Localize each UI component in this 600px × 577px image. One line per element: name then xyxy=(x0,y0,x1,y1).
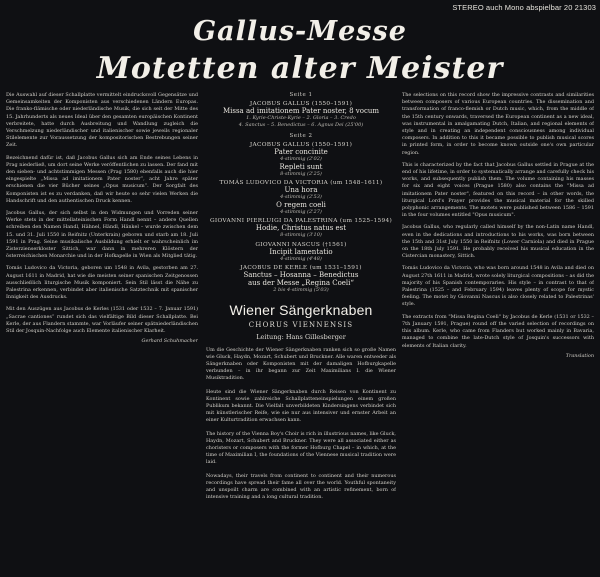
composer-kerle: JACOBUS DE KERLE (um 1531–1591) xyxy=(240,265,362,271)
german-paragraph: Bezeichnend dafür ist, daß Jacobus Gallus sich am Ende seines Lebens in Prag niederließ, um dort seine Werke veröffentlichen zu lassen. Der fand mit den sieben- und achtstimmigen Messen (Prag 1580) ebenfalls auch die hier eingespielte „Missa ad imitationem Pater noster“, acht Jahre später erschienen die vier Bücher seines „Opus musicum“. Der Sorgfalt des Komponisten ist es zu verdanken, daß wir heute so sehr vielen Werken die Handschrift und den authentischen Druck kennen. xyxy=(6,154,198,204)
voices-7: 2 bis 4-stimmig (5'03) xyxy=(273,287,329,293)
work-hodie: Hodie, Christus natus est xyxy=(255,224,347,232)
voices-2: 8-stimmig (2'25) xyxy=(280,170,322,177)
movements-1: 1. Kyrie-Christe-Kyrie – 2. Gloria – 3. Credo xyxy=(246,115,356,121)
choir-history-de: Um die Geschichte der Wiener Sängerknaben ranken sich so große Namen wie Gluck, Haydn, Mozart, Schubert und Bruckner. Alle waren entweder als Sängerknaben oder Komponisten mit der damaligen Hofburgkapelle verbunden – in ihr begann zur Zeit Maximilians I. die Wiener Musiktradition. xyxy=(206,346,396,382)
choir-today-en: Nowadays, their travels from continent to continent and their numerous recordings have spread their fame all over the world. Youthful spontaneity and unspoilt charm are combined with an artistic refinement, born of intensive training and a long cultural tradition. xyxy=(206,472,396,501)
work-missa: Missa ad imitationem Pater noster, 8 vocum xyxy=(222,107,380,115)
work-sanctus-source: aus der Messe „Regina Coeli“ xyxy=(248,279,354,287)
composer-victoria: TOMÁS LUDOVICO DA VICTORIA (um 1548–1611) xyxy=(219,180,383,186)
work-pater-concinite: Pater concinite xyxy=(274,148,328,156)
work-incipit: Incipit lamentatio xyxy=(269,247,333,256)
voices-1: 4-stimmig (2'02) xyxy=(280,156,322,162)
author-signature: Gerhard Schuhmacher xyxy=(141,338,198,345)
german-paragraph: Tomás Ludovico da Victoria, geboren um 1548 in Avila, gestorben am 27. August 1611 in Madrid, hat wie die meisten seiner spanischen Zeitgenossen ausschließlich liturgische Musik komponiert. Sein Stil lässt die Nähe zu Palestrina erkennen, verbindet aber italienische Satztechnik mit spanischer Innigkeit des Ausdrucks. xyxy=(6,265,198,301)
composer-gallus-2: JACOBUS GALLUS (1550–1591) xyxy=(249,142,353,148)
conductor: Leitung: Hans Gillesberger xyxy=(256,332,346,341)
stereo-label: STEREO auch Mono abspielbar 20 21303 xyxy=(452,3,596,12)
side-2-label: Seite 2 xyxy=(289,133,313,139)
choir-name: Wiener Sängerknaben xyxy=(229,301,373,318)
english-notes-column xyxy=(402,92,594,573)
german-paragraph: Die Auswahl auf dieser Schallplatte vermittelt eindrucksvoll Gegensätze und Gemeinsamkeiten der Komponisten aus verschiedenen Ländern Europas. Die franko-flämische oder niederländische Musik, die sich seit der Mitte des 15. Jahrhunderts als neues Ideal über den gesamten europäischen Kontinent verbreitete, hatte durch Ausbreitung und Wandlung zugleich die Verschmelzung niederländischer und italienischer sowie jeweils regionaler Stilelemente zur Voraussetzung der kompositorischen Bestrebungen seiner Zeit. xyxy=(6,92,198,149)
voices-6: 4-stimmig (4'48) xyxy=(280,255,322,262)
composer-gallus: JACOBUS GALLUS (1550–1591) xyxy=(249,101,353,107)
english-paragraph: Jacobus Gallus, who regularly called himself by the non-Latin name Handl, even in the dedications and introductions to his works, was born between the 15th and 31st July 1550 in Reifnitz (Lower Carniola) and died in Prague on the 18th July 1591. He probably received his musical education in the Cistercian monastery, Sittich. xyxy=(402,224,594,260)
choir-history-en: The history of the Vienna Boy's Choir is rich in illustrious names, like Gluck, Haydn, Mozart, Schubert and Bruckner. They were all associated either as choristers or composers with the former Hofburg Chapel – in which, at the time of Maximilian I, the foundations of the Viennese musical tradition were laid. xyxy=(206,430,396,466)
german-notes-column xyxy=(6,92,198,573)
movements-2: 4. Sanctus – 5. Benedictus – 6. Agnus Dei (25'00) xyxy=(238,121,364,128)
work-una-hora: Una hora xyxy=(284,186,318,194)
english-paragraph: The selections on this record show the impressive contrasts and similarities between composers of various European countries. The dissemination and transformation of franco-flemish or Dutch music, which, from the middle of the 15th century onwards, traversed the European continent as a new ideal, was instrumental in amalgamating Dutch, Italian, and regional elements of style and in creating an independent consciousness among individual composers. In addition to this it became possible to publish musical scores in printed form, in order to become known outside one's own particular region. xyxy=(402,92,594,156)
title-gallus-messe: Gallus-Messe xyxy=(193,16,407,47)
choir-latin-name: CHORUS VIENNENSIS xyxy=(248,320,354,329)
tracklist-column xyxy=(206,92,396,573)
english-paragraph: Tomás Ludovico da Victoria, who was born around 1548 in Avila and died on August 27th 1611 in Madrid, wrote solely liturgical compositions – as did the majority of his Spanish contemporaries. His style – in contrast to that of Palestrina (1525 – and February 1594) leaves plenty of scope for mystic feeling. The motet by Giovanni Nascus is also closely related to Palestrinas' style. xyxy=(402,265,594,308)
english-paragraph: The extracts from "Missa Regina Coeli" by Jacobus de Kerle (1531 or 1532 – 7th January 1591, Prague) round off the varied selection of recordings on this album. Kerle, who came from Flanders but worked mainly in Bavaria, managed to combine the late-Dutch style of Josquin's successors with elements of Italian clarity. xyxy=(402,313,594,349)
voices-5: 8-stimmig (3'10) xyxy=(280,232,322,238)
english-paragraph: This is characterized by the fact that Jacobus Gallus settled in Prague at the end of his lifetime, in order to systematically arrange and carefully check his works, and subsequently publish them. The volume containing his masses for six and eight voices (Prague 1580) also contains the "Missa ad imitationem Pater noster", featured on this record – in other words, the liturgical Lord's Prayer provides the musical material for the skilled polyphonic arrangements. The motets were published between 1586 – 1591 in the four volumes entitled "Opus musicum". xyxy=(402,161,594,219)
side-1-label: Seite 1 xyxy=(289,92,313,98)
choir-today-de: Heute sind die Wiener Sängerknaben durch Reisen von Kontinent zu Kontinent sowie zahlreiche Schallplatteneinspielungen einem großen Publikum bekannt. Die Vielfalt unverbildeten Kindersingens verbindet sich mit künstlerischer Reife, wie sie nur aus intensiver und ernster Arbeit an einer Kulturtradition erwachsen kann. xyxy=(206,388,396,424)
title-motetten: Motetten alter Meister xyxy=(96,51,504,86)
work-o-regem-coeli: O regem coeli xyxy=(276,200,326,209)
work-repleti-sunt: Repleti sunt xyxy=(279,162,323,171)
composer-nascus: GIOVANNI NASCUS (†1561) xyxy=(255,241,347,248)
composer-palestrina: GIOVANNI PIERLUIGI DA PALESTRINA (um 1525–1594) xyxy=(209,218,393,224)
voices-3: 4-stimmig (2'53) xyxy=(280,194,322,200)
german-paragraph: Jacobus Gallus, der sich selbst in den Widmungen und Vorreden seiner Werke stets in der mittellateinischen Form Handl nennt – andere Quellen schreiben den Namen Handl, Hähnel, Händl, Hänkel – wurde zwischen dem 15. und 31. Juli 1550 in Reifnitz (Unterkrain) geboren und starb am 18. Juli 1591 in Prag. Seine musikalische Ausbildung erhielt er wahrscheinlich im Zisterzienserkloster Sittich, war dann in mehreren Klöstern der österreichischen Monarchie und in der Hofkapelle in Wien als Mitglied tätig. xyxy=(6,210,198,260)
german-paragraph: Mit den Auszügen aus Jacobus de Kerles (1531 oder 1532 – 7. Januar 1591) „Sacrae cantiones“ rundet sich das vielfältige Bild dieser Schallplatte. Bei Kerle, der aus Flandern stammte, war Vorläufer seiner spätniederländischen Stil der Josquin-Nachfolge auch Elemente italienischer Klarheit. xyxy=(6,306,198,335)
translation-signature: Translation xyxy=(565,352,594,359)
work-sanctus: Sanctus – Hosanna – Benedictus xyxy=(243,271,359,279)
voices-4: 4-stimmig (2'27) xyxy=(280,208,322,215)
